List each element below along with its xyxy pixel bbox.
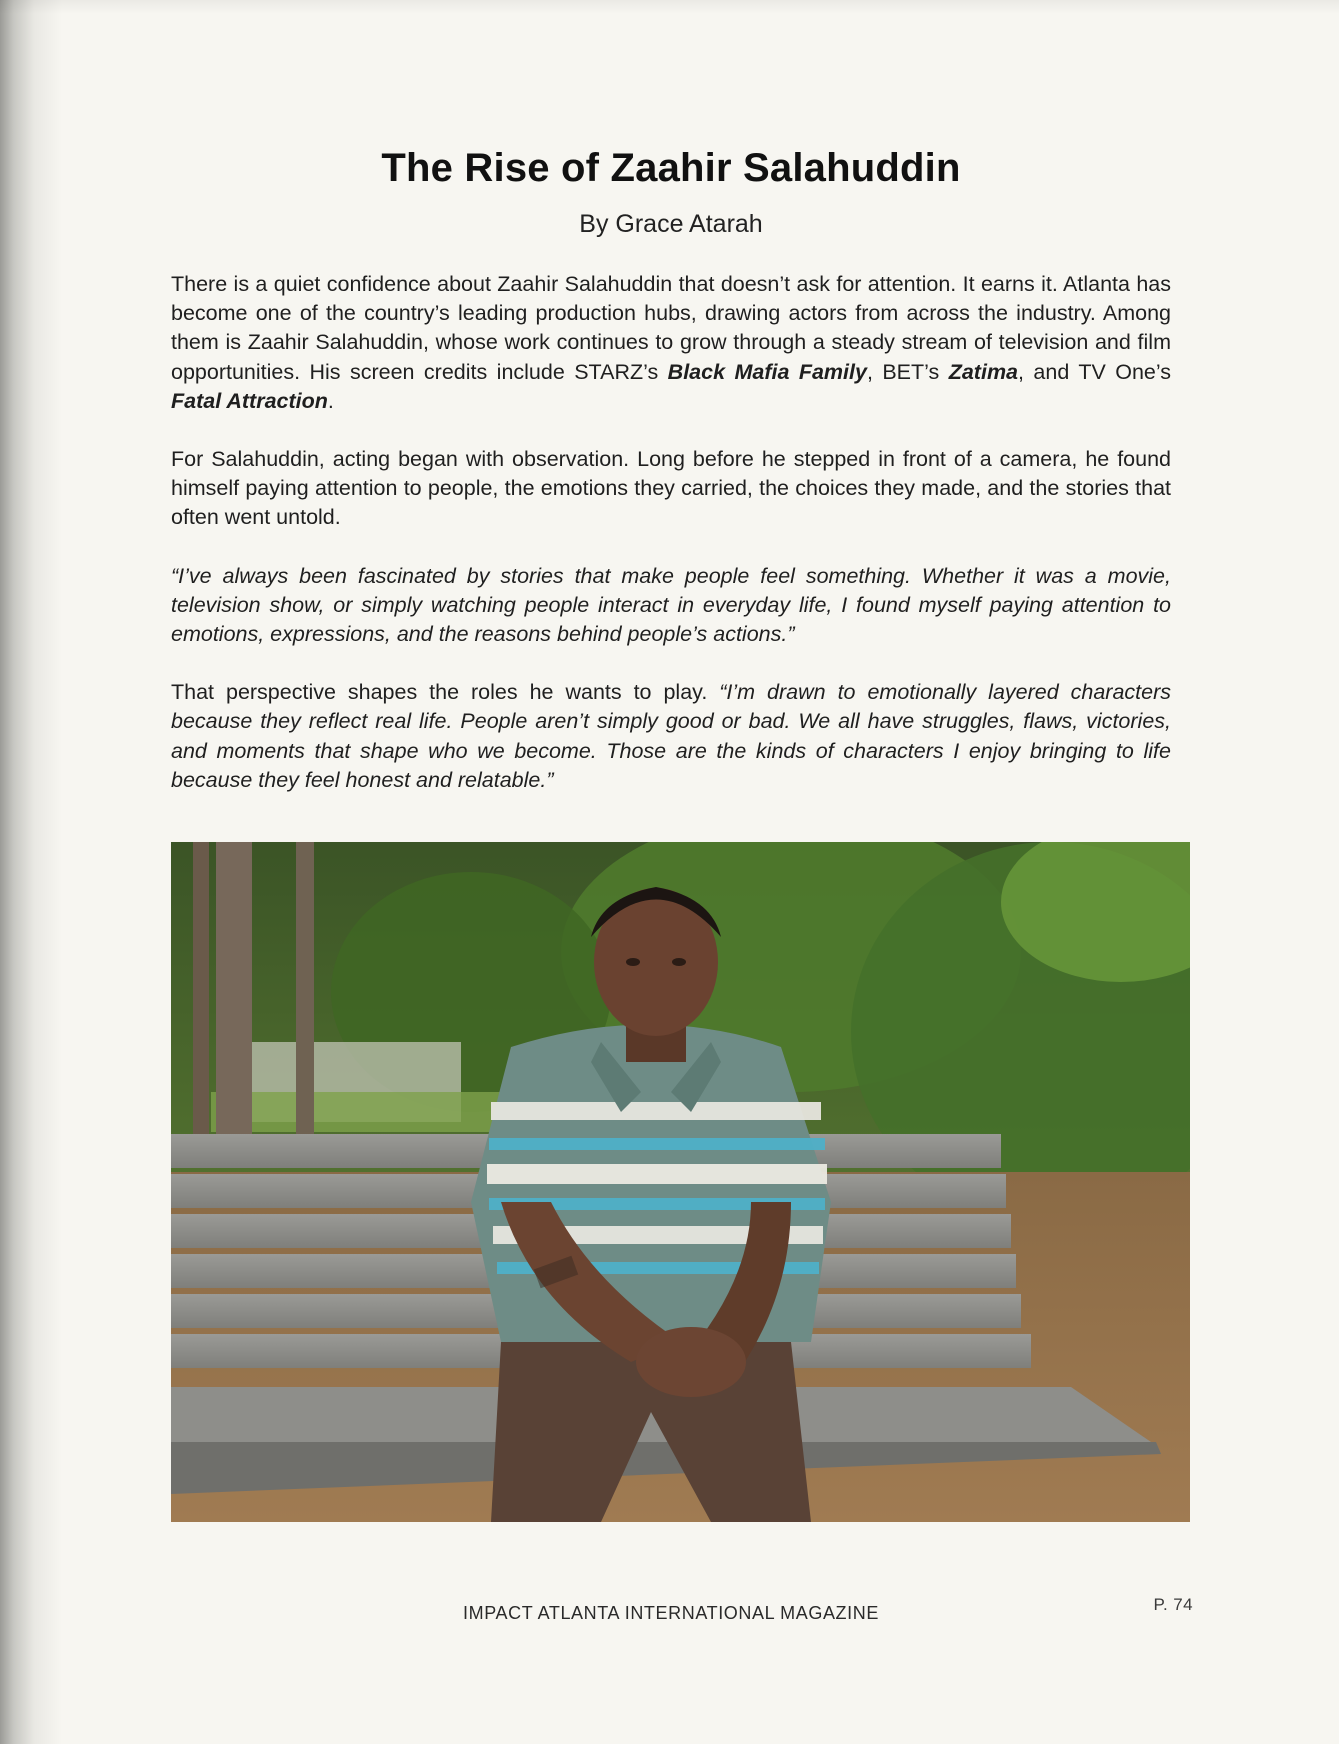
portrait-photo: [171, 842, 1190, 1522]
book-spine-shadow: [0, 0, 62, 1744]
page-number: P. 74: [1153, 1595, 1193, 1614]
paragraph-1-text-d: .: [327, 388, 334, 413]
page-edge-shadow: [0, 0, 1339, 14]
paragraph-4: [171, 678, 1171, 795]
credit-title: Black Mafia Family: [667, 359, 867, 384]
paragraph-1-text-c: , and TV One’s: [1018, 359, 1171, 384]
article-byline: By Grace Atarah: [579, 210, 763, 238]
paragraph-1-text-a: There is a quiet confidence about Zaahir Salahuddin that doesn’t ask for attention. It earns it. Atlanta has become one of the country’s leading production hubs, drawing actors from across the industry. Among them is Zaahir Salahuddin, whose work continues to grow through a steady stream of television and film opportunities. His screen credits include STARZ’s: [171, 272, 1171, 384]
pull-quote: “I’ve always been fascinated by stories that make people feel something. Whether it was a movie, television show, or simply watching people interact in everyday life, I found myself paying attention to emotions, expressions, and the reasons behind people’s actions.”: [171, 563, 1171, 647]
credit-title: Zatima: [948, 359, 1019, 384]
article-title: The Rise of Zaahir Salahuddin: [381, 146, 961, 190]
magazine-name: IMPACT ATLANTA INTERNATIONAL MAGAZINE: [463, 1603, 879, 1623]
paragraph-4-quote: “I’m drawn to emotionally layered characters because they reflect real life. People aren’t simply good or bad. We all have struggles, flaws, victories, and moments that shape who we become. Those are the kinds of characters I enjoy bringing to life because they feel honest and relatable.”: [171, 680, 1172, 792]
paragraph-2: For Salahuddin, acting began with observation. Long before he stepped in front of a camera, he found himself paying attention to people, the emotions they carried, the choices they made, and the stories that often went untold.: [171, 447, 1171, 530]
paragraph-1-text-b: , BET’s: [866, 359, 949, 384]
paragraph-1: [171, 270, 1171, 416]
article-body: [171, 270, 1171, 795]
credit-title: Fatal Attraction: [171, 388, 328, 413]
paragraph-4-text: That perspective shapes the roles he wants to play.: [171, 680, 720, 705]
